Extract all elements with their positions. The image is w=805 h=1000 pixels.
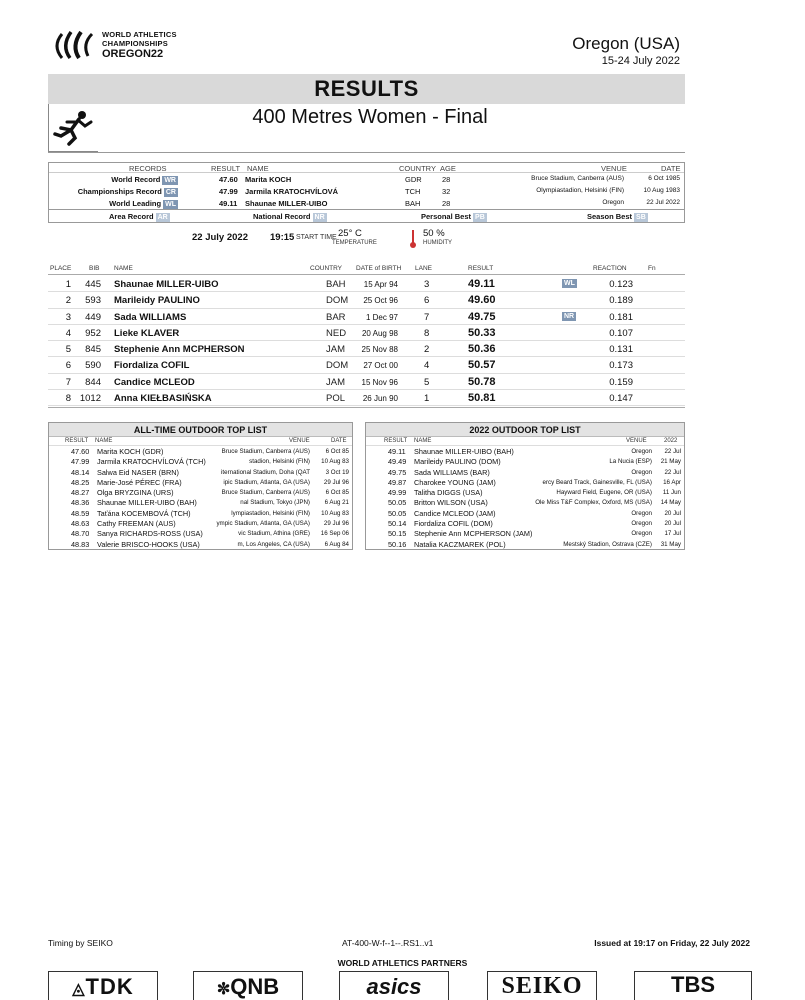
record-row: [49, 185, 684, 197]
tl-venue: m, Los Angeles, CA (USA): [237, 540, 310, 548]
top-list-row: [366, 508, 684, 518]
tl-result: 47.99: [71, 457, 90, 467]
record-badge: CR: [165, 189, 176, 196]
sponsor-tbs-logo: TBS: [634, 971, 752, 1000]
legend-national-record: National Record NR: [253, 212, 325, 221]
tl-result: 47.60: [71, 447, 90, 456]
tl-date: 11 Jun: [662, 489, 681, 497]
page-footer: [48, 938, 753, 950]
event-title: 400 Metres Women - Final: [252, 106, 488, 128]
tl-venue: ercy Beard Track, Gainesville, FL (USA): [542, 478, 652, 486]
tl-venue: nal Stadium, Tokyo (JPN): [240, 499, 310, 507]
place: 7: [65, 376, 71, 388]
tl-venue: stadion, Helsinki (FIN): [249, 458, 310, 466]
date-of-birth: 25 Nov 88: [361, 345, 398, 355]
athlete-name: Marileidy PAULINO: [114, 295, 200, 307]
tl-name: Valerie BRISCO-HOOKS (USA): [97, 539, 200, 549]
legend-season-best: Season Best SB: [587, 212, 646, 221]
thermometer-icon: [410, 229, 416, 249]
tl-venue: Oregon: [631, 520, 652, 528]
tl-result: 48.70: [71, 529, 90, 539]
lane: 3: [424, 279, 430, 290]
tl-result: 48.14: [71, 467, 90, 477]
divider: [48, 407, 685, 408]
result-row: [48, 357, 685, 373]
tl-name: Shaunae MILLER-UIBO (BAH): [414, 447, 514, 456]
place: 8: [65, 393, 71, 405]
result-row: [48, 374, 685, 390]
alltime-rows: [49, 446, 352, 549]
alltime-header: [49, 437, 352, 446]
tl-date: 20 Jul: [664, 520, 681, 528]
date-of-birth: 1 Dec 97: [365, 312, 398, 322]
tl-result: 50.16: [388, 539, 407, 549]
tl-name: Talitha DIGGS (USA): [414, 488, 483, 498]
country-col: COUNTRY: [399, 164, 436, 173]
tl-name: Salwa Eid NASER (BRN): [97, 467, 179, 477]
record-row: [49, 197, 684, 209]
season-top-list: [365, 422, 685, 550]
venue-dates: 15-24 July 2022: [601, 55, 680, 67]
tl-result: 50.05: [388, 498, 407, 508]
reaction-time: 0.159: [609, 376, 633, 388]
place: 5: [65, 344, 71, 356]
venue-city: Oregon (USA): [572, 34, 680, 53]
tl-date: 17 Jul: [664, 530, 681, 538]
reaction-time: 0.181: [609, 311, 633, 323]
tdk-mark-icon: ◬: [72, 981, 86, 998]
tl-date: 29 Jul 96: [323, 478, 349, 486]
sponsor-qnb-logo: ✼QNB: [193, 971, 303, 1000]
result-col: RESULT: [468, 265, 494, 272]
logo-line-3: OREGON22: [102, 48, 164, 60]
country: POL: [326, 393, 346, 405]
record-label: World Record WR: [111, 175, 176, 184]
record-age: 28: [442, 199, 451, 208]
lane: 7: [424, 311, 430, 323]
age-col: AGE: [440, 164, 456, 173]
results-list: [48, 276, 685, 406]
tl-date-col: DATE: [331, 438, 347, 444]
bib-col: BIB: [89, 265, 100, 272]
results-header: [48, 263, 685, 275]
alltime-top-list: [48, 422, 353, 550]
record-row: [49, 173, 684, 185]
tl-result: 48.27: [71, 488, 90, 498]
tl-name: Shaunae MILLER-UIBO (BAH): [97, 498, 197, 508]
records-table: [48, 162, 685, 223]
date-of-birth: 20 Aug 98: [361, 328, 398, 338]
top-list-row: [49, 467, 352, 477]
tl-result: 49.75: [388, 467, 407, 477]
tl-date: 3 Oct 19: [325, 468, 349, 476]
date-of-birth: 25 Oct 96: [363, 296, 398, 306]
tl-date: 22 Jul: [664, 468, 681, 476]
sprinter-icon: [49, 104, 97, 150]
conditions: [48, 228, 685, 250]
start-time: 19:15: [270, 232, 295, 243]
top-list-row: [49, 487, 352, 497]
tl-date: 16 Sep 06: [320, 530, 349, 538]
tl-result-col: RESULT: [384, 438, 408, 444]
top-list-row: [366, 487, 684, 497]
top-list-row: [49, 497, 352, 507]
top-list-row: [366, 467, 684, 477]
record-badge: WR: [164, 177, 176, 184]
bib: 590: [85, 360, 101, 372]
tl-result: 49.49: [388, 457, 407, 467]
season-header: [366, 437, 684, 446]
tl-result: 49.87: [388, 477, 407, 487]
legend-area-record: Area Record AR: [109, 212, 168, 221]
result-row: [48, 276, 685, 292]
tl-name: Britton WILSON (USA): [414, 498, 488, 508]
top-list-row: [366, 477, 684, 487]
legend-personal-best: Personal Best PB: [421, 212, 485, 221]
tl-date: 6 Aug 84: [324, 540, 349, 548]
event-date: 22 July 2022: [192, 232, 248, 243]
athlete-name: Fiordaliza COFIL: [114, 360, 190, 372]
tl-name: Taťána KOCEMBOVÁ (TCH): [97, 508, 191, 518]
tl-venue: Oregon: [631, 509, 652, 517]
record-name: Shaunae MILLER-UIBO: [245, 199, 328, 208]
record-country: TCH: [405, 187, 421, 196]
country: JAM: [326, 344, 345, 356]
alltime-title: ALL-TIME OUTDOOR TOP LIST: [49, 423, 352, 437]
top-list-row: [49, 539, 352, 549]
tl-result: 48.36: [71, 498, 90, 508]
reaction-time: 0.131: [609, 344, 633, 356]
result-row: [48, 325, 685, 341]
tl-date: 6 Oct 85: [325, 448, 349, 455]
record-age: 28: [442, 175, 451, 184]
tl-venue-col: VENUE: [626, 438, 647, 444]
tl-venue: La Nucia (ESP): [609, 458, 652, 466]
lane: 2: [424, 344, 430, 356]
dob-col: DATE of BIRTH: [356, 265, 402, 272]
place: 2: [65, 295, 71, 307]
athlete-name: Sada WILLIAMS: [114, 311, 187, 323]
result-row: [48, 390, 685, 406]
tl-date: 6 Oct 85: [325, 489, 349, 497]
tl-name: Marita KOCH (GDR): [97, 447, 164, 456]
logo-line-1: WORLD ATHLETICS: [102, 30, 177, 39]
country: NED: [326, 327, 347, 339]
top-list-row: [366, 528, 684, 538]
lane: 5: [424, 376, 430, 388]
tl-venue: vic Stadium, Athina (GRE): [238, 530, 310, 538]
document-code: AT-400-W-f--1--.RS1..v1: [342, 938, 434, 948]
record-date: 10 Aug 1983: [643, 187, 680, 194]
date-of-birth: 26 Jun 90: [362, 394, 398, 404]
place: 3: [65, 311, 71, 323]
tl-date-col: 2022: [664, 438, 678, 444]
tl-venue: lympiastadion, Helsinki (FIN): [231, 509, 310, 517]
tl-result: 50.05: [388, 508, 407, 518]
page-header: [48, 28, 688, 72]
record-venue: Olympiastadion, Helsinki (FIN): [536, 187, 624, 194]
record-result: 49.11: [219, 199, 238, 208]
sponsor-seiko-logo: SEIKO: [487, 971, 597, 1000]
tl-result: 50.14: [388, 519, 407, 529]
tl-venue: Ole Miss T&F Complex, Oxford, MS (USA): [535, 499, 652, 507]
top-list-row: [366, 446, 684, 456]
logo-line-2: CHAMPIONSHIPS: [102, 39, 168, 48]
tl-result: 50.15: [388, 529, 407, 539]
bib: 952: [85, 327, 101, 339]
athlete-name: Lieke KLAVER: [114, 327, 180, 339]
tl-venue: Oregon: [631, 468, 652, 476]
result: 50.57: [468, 359, 496, 372]
lane: 6: [424, 295, 430, 307]
venue-col: VENUE: [601, 164, 627, 173]
humidity: 50 %: [423, 228, 445, 239]
tl-result: 48.83: [71, 539, 90, 549]
date-col: DATE: [661, 164, 681, 173]
lane: 1: [424, 393, 430, 405]
venue-block: [572, 34, 680, 67]
tl-result: 49.99: [388, 488, 407, 498]
tl-result-col: RESULT: [65, 438, 89, 444]
tl-venue: Oregon: [631, 448, 652, 455]
record-venue: Bruce Stadium, Canberra (AUS): [531, 175, 624, 182]
issued-text: Issued at 19:17 on Friday, 22 July 2022: [594, 938, 750, 948]
tl-result: 48.59: [71, 508, 90, 518]
record-date: 6 Oct 1985: [648, 175, 680, 182]
result-row: [48, 341, 685, 357]
bib: 1012: [79, 393, 101, 405]
tl-date: 16 Apr: [663, 478, 681, 486]
tl-venue: ympic Stadium, Atlanta, GA (USA): [216, 520, 310, 528]
fn-col: Fn: [648, 265, 656, 272]
top-list-row: [366, 456, 684, 466]
tl-date: 10 Aug 83: [321, 509, 349, 517]
tl-name-col: NAME: [414, 438, 432, 444]
tl-name: Sada WILLIAMS (BAR): [414, 467, 490, 477]
bib: 844: [85, 376, 101, 388]
place: 1: [65, 279, 71, 290]
athlete-name: Candice MCLEOD: [114, 376, 195, 388]
country: DOM: [326, 295, 349, 307]
divider: [48, 152, 685, 153]
date-of-birth: 15 Apr 94: [363, 280, 398, 289]
sponsor-tdk-logo: ◬TDK: [48, 971, 158, 1000]
tl-name: Olga BRYZGINA (URS): [97, 488, 174, 498]
tl-result: 48.63: [71, 519, 90, 529]
tl-venue: Bruce Stadium, Canberra (AUS): [221, 448, 310, 455]
tl-venue: Bruce Stadium, Canberra (AUS): [221, 489, 310, 497]
tl-date: 14 May: [660, 499, 681, 507]
tl-name: Charokee YOUNG (JAM): [414, 477, 496, 487]
tl-date: 10 Aug 83: [321, 458, 349, 466]
top-list-row: [366, 518, 684, 528]
record-legend: [49, 209, 684, 222]
records-header: [49, 163, 684, 173]
tl-date: 29 Jul 96: [323, 520, 349, 528]
tl-date: 21 May: [660, 458, 681, 466]
tl-venue: Oregon: [631, 530, 652, 538]
reaction-col: REACTION: [593, 265, 627, 272]
reaction-time: 0.107: [609, 327, 633, 339]
record-country: GDR: [405, 175, 422, 184]
result: 50.36: [468, 343, 496, 356]
tl-name: Sanya RICHARDS-ROSS (USA): [97, 529, 203, 539]
tl-date: 6 Aug 21: [324, 499, 349, 507]
temperature-label: TEMPERATURE: [332, 240, 377, 246]
tl-name-col: NAME: [95, 438, 113, 444]
result-col: RESULT: [211, 164, 241, 173]
tl-venue: Hayward Field, Eugene, OR (USA): [556, 489, 652, 497]
tl-venue: ipic Stadium, Atlanta, GA (USA): [223, 478, 310, 486]
tl-name: Fiordaliza COFIL (DOM): [414, 519, 493, 529]
partners-title: WORLD ATHLETICS PARTNERS: [337, 958, 468, 968]
lane-col: LANE: [415, 265, 432, 272]
tl-name: Candice MCLEOD (JAM): [414, 508, 496, 518]
bib: 593: [85, 295, 101, 307]
top-list-row: [49, 446, 352, 456]
tl-name: Stephenie Ann MCPHERSON (JAM): [414, 529, 533, 539]
date-of-birth: 27 Oct 00: [363, 361, 398, 371]
bib: 845: [85, 344, 101, 356]
season-title: 2022 OUTDOOR TOP LIST: [366, 423, 684, 437]
record-tag: WL: [564, 280, 575, 287]
result: 50.33: [468, 326, 496, 339]
top-list-row: [49, 528, 352, 538]
season-rows: [366, 446, 684, 549]
result: 49.60: [468, 294, 496, 307]
country-col: COUNTRY: [310, 265, 343, 272]
tl-date: 20 Jul: [664, 509, 681, 517]
country: JAM: [326, 376, 345, 388]
tl-venue-col: VENUE: [289, 438, 310, 444]
result-row: [48, 292, 685, 308]
record-tag: NR: [564, 312, 575, 320]
athlete-name: Shaunae MILLER-UIBO: [114, 279, 219, 290]
record-result: 47.60: [219, 175, 238, 184]
reaction-time: 0.123: [609, 279, 633, 290]
timing-text: Timing by SEIKO: [48, 938, 113, 948]
result: 50.81: [468, 392, 496, 405]
records-col: RECORDS: [129, 164, 167, 173]
event-icon-box: [48, 104, 98, 152]
humidity-label: HUMIDITY: [423, 240, 452, 246]
record-date: 22 Jul 2022: [646, 199, 680, 206]
record-age: 32: [442, 187, 451, 196]
lane: 4: [424, 360, 430, 372]
reaction-time: 0.173: [609, 360, 633, 372]
result: 49.75: [468, 310, 496, 323]
name-col: NAME: [114, 265, 133, 272]
record-country: BAH: [405, 199, 421, 208]
country: DOM: [326, 360, 349, 372]
temperature: 25° C: [338, 228, 362, 239]
athlete-name: Stephenie Ann MCPHERSON: [114, 344, 245, 356]
record-venue: Oregon: [602, 199, 624, 206]
record-name: Marita KOCH: [245, 175, 292, 184]
tl-name: Cathy FREEMAN (AUS): [97, 519, 176, 529]
section-title: RESULTS: [48, 74, 685, 104]
top-list-row: [366, 539, 684, 549]
place: 6: [65, 360, 71, 372]
result-row: [48, 309, 685, 325]
reaction-time: 0.189: [609, 295, 633, 307]
start-time-label: START TIME: [296, 234, 337, 241]
date-of-birth: 15 Nov 96: [361, 377, 398, 387]
championships-logo: [48, 28, 177, 62]
place: 4: [65, 327, 71, 339]
tl-venue: Mestský Stadion, Ostrava (CZE): [563, 540, 652, 548]
top-list-row: [49, 508, 352, 518]
place-col: PLACE: [50, 265, 72, 272]
tl-venue: iternational Stadium, Doha (QAT: [221, 468, 310, 476]
country: BAH: [326, 279, 346, 290]
record-result: 47.99: [219, 187, 238, 196]
sponsor-asics-logo: asics: [339, 971, 449, 1000]
top-list-row: [366, 497, 684, 507]
oregon22-logo-icon: [48, 28, 98, 62]
top-list-row: [49, 456, 352, 466]
name-col: NAME: [247, 164, 269, 173]
record-label: World Leading WL: [109, 199, 176, 208]
record-label: Championships Record CR: [77, 187, 176, 196]
tl-result: 49.11: [388, 447, 406, 456]
athlete-name: Anna KIEŁBASIŃSKA: [114, 393, 212, 405]
tl-date: 22 Jul: [664, 448, 681, 455]
tl-name: Natalia KACZMAREK (POL): [414, 539, 506, 549]
bib: 449: [85, 311, 101, 323]
lane: 8: [424, 327, 430, 339]
country: BAR: [326, 311, 346, 323]
top-list-row: [49, 477, 352, 487]
record-name: Jarmila KRATOCHVÍLOVÁ: [245, 187, 339, 196]
record-badge: WL: [165, 201, 176, 208]
bib: 445: [85, 279, 101, 290]
tl-result: 48.25: [71, 477, 90, 487]
top-list-row: [49, 518, 352, 528]
result: 49.11: [468, 278, 495, 290]
tl-name: Jarmila KRATOCHVÍLOVÁ (TCH): [97, 457, 206, 467]
qnb-mark-icon: ✼: [216, 981, 231, 998]
tl-name: Marie-José PÉREC (FRA): [97, 477, 182, 487]
result: 50.78: [468, 375, 496, 388]
reaction-time: 0.147: [609, 393, 633, 405]
tl-date: 31 May: [660, 540, 681, 548]
tl-name: Marileidy PAULINO (DOM): [414, 457, 501, 467]
